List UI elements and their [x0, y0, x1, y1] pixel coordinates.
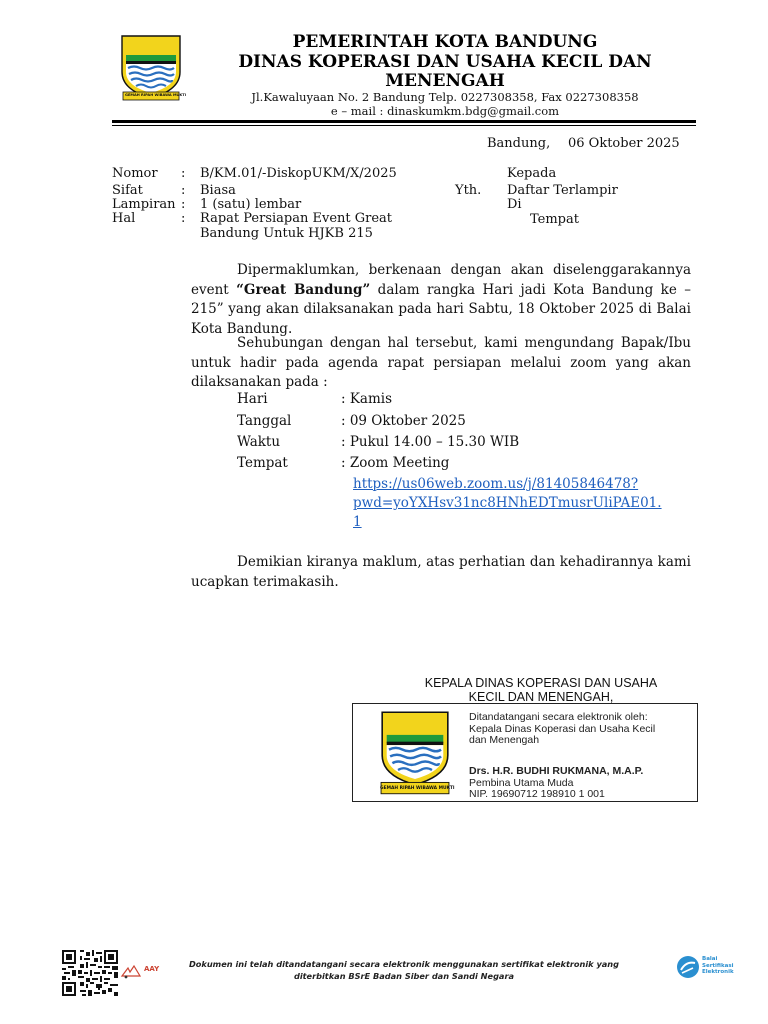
signature-title-line2: KECIL DAN MENENGAH, — [468, 690, 614, 704]
meta-lampiran-sep: : — [181, 197, 186, 212]
letterhead-line3: MENENGAH — [385, 71, 505, 91]
body-paragraph-3: Demikian kiranya maklum, atas perhatian dan kehadirannya kami ucapkan terimakasih. — [191, 554, 691, 590]
meta-nomor-value: B/KM.01/-DiskopUKM/X/2025 — [200, 166, 397, 181]
zoom-link-line3[interactable]: 1 — [353, 514, 362, 530]
schedule-waktu-value: : Pukul 14.00 – 15.30 WIB — [341, 434, 520, 450]
bsre-logo-icon — [676, 955, 700, 979]
signature-emblem — [377, 710, 453, 796]
letter-date: 06 Oktober 2025 — [568, 136, 680, 151]
zoom-link-line1[interactable]: https://us06web.zoom.us/j/81405846478? — [353, 476, 639, 492]
signature-title-line1: KEPALA DINAS KOPERASI DAN USAHA — [424, 676, 658, 690]
letterhead-rule-thin — [112, 125, 696, 126]
letterhead-line1: PEMERINTAH KOTA BANDUNG — [292, 32, 598, 52]
meta-hal-label: Hal — [112, 211, 136, 226]
meta-nomor-label: Nomor — [112, 166, 158, 181]
bsre-logo-text-2: Sertifikasi — [702, 962, 734, 969]
letterhead-line2: DINAS KOPERASI DAN USAHA KECIL DAN — [238, 52, 652, 72]
qr-code-icon — [62, 950, 118, 996]
schedule-hari-label: Hari — [237, 391, 268, 407]
e-sign-position-line1: Kepala Dinas Koperasi dan Usaha Kecil — [469, 723, 656, 735]
meta-sifat-sep: : — [181, 183, 186, 198]
meta-lampiran-value: 1 (satu) lembar — [200, 197, 302, 212]
footer-statement-line1: Dokumen ini telah ditandatangani secara elektronik menggunakan sertifikat elektronik yang — [188, 959, 620, 969]
bsre-logo-text-1: Balai — [702, 956, 718, 962]
recipient-daftar: Daftar Terlampir — [507, 183, 618, 198]
schedule-tanggal-value: : 09 Oktober 2025 — [341, 413, 466, 429]
body-p1-start: Dipermaklumkan, berkenaan dengan akan diselenggarakannya event — [191, 262, 691, 298]
schedule-tanggal-label: Tanggal — [237, 413, 292, 429]
schedule-waktu-label: Waktu — [237, 434, 281, 450]
bsre-logo-text-3: Elektronik — [702, 969, 734, 975]
meta-hal-value: Rapat Persiapan Event Great — [200, 211, 393, 226]
signatory-name: Drs. H.R. BUDHI RUKMANA, M.A.P. — [469, 765, 644, 777]
schedule-hari-value: : Kamis — [341, 391, 393, 407]
date-city: Bandung, — [487, 136, 551, 151]
meta-nomor-sep: : — [181, 166, 186, 181]
schedule-tempat-label: Tempat — [237, 455, 288, 471]
signature-emblem-motto: GEMAH RIPAH WIBAWA MUKTI — [380, 786, 455, 791]
zoom-link-line2[interactable]: pwd=yoYXHsv31nc8HNhEDTmusrUliPAE01. — [353, 495, 662, 511]
letterhead-email: e – mail : dinaskumkm.bdg@gmail.com — [330, 104, 560, 118]
recipient-tempat: Tempat — [530, 212, 579, 227]
recipient-kepada: Kepada — [507, 166, 557, 181]
meta-lampiran-label: Lampiran — [112, 197, 176, 212]
e-sign-statement: Ditandatangani secara elektronik oleh: — [469, 711, 648, 723]
partner-logo-mark: AAY — [144, 965, 160, 973]
signatory-nip: NIP. 19690712 198910 1 001 — [469, 788, 605, 800]
recipient-yth: Yth. — [455, 183, 482, 198]
body-paragraph-1 — [191, 261, 691, 339]
footer-statement-line2: diterbitkan BSrE Badan Siber dan Sandi Negara — [293, 971, 515, 981]
schedule-tempat-value: : Zoom Meeting — [341, 455, 450, 471]
partner-logo-icon — [120, 964, 142, 980]
body-paragraph-2: Sehubungan dengan hal tersebut, kami mengundang Bapak/Ibu untuk hadir pada agenda rapat persiapan melalui zoom yang akan dilaksanakan pada : — [191, 335, 691, 391]
letterhead-rule-thick — [112, 120, 696, 123]
meta-hal-value-line2: Bandung Untuk HJKB 215 — [200, 226, 373, 241]
event-name: “Great Bandung” — [236, 281, 371, 298]
signatory-rank: Pembina Utama Muda — [469, 777, 574, 789]
body-p1-end: dalam rangka Hari jadi Kota Bandung ke – 215” yang akan dilaksanakan pada hari Sabtu, 18 Oktober 2025 di Balai Kota Bandung. — [191, 281, 691, 337]
recipient-di: Di — [507, 197, 522, 212]
meta-sifat-value: Biasa — [200, 183, 236, 198]
e-sign-position-line2: dan Menengah — [469, 734, 540, 746]
meta-sifat-label: Sifat — [112, 183, 143, 198]
letterhead-address: Jl.Kawaluyaan No. 2 Bandung Telp. 0227308358, Fax 0227308358 — [251, 90, 639, 104]
emblem-motto: GEMAH RIPAH WIBAWA MUKTI — [125, 92, 187, 97]
meta-hal-sep: : — [181, 211, 186, 226]
zoom-link[interactable] — [353, 475, 662, 532]
